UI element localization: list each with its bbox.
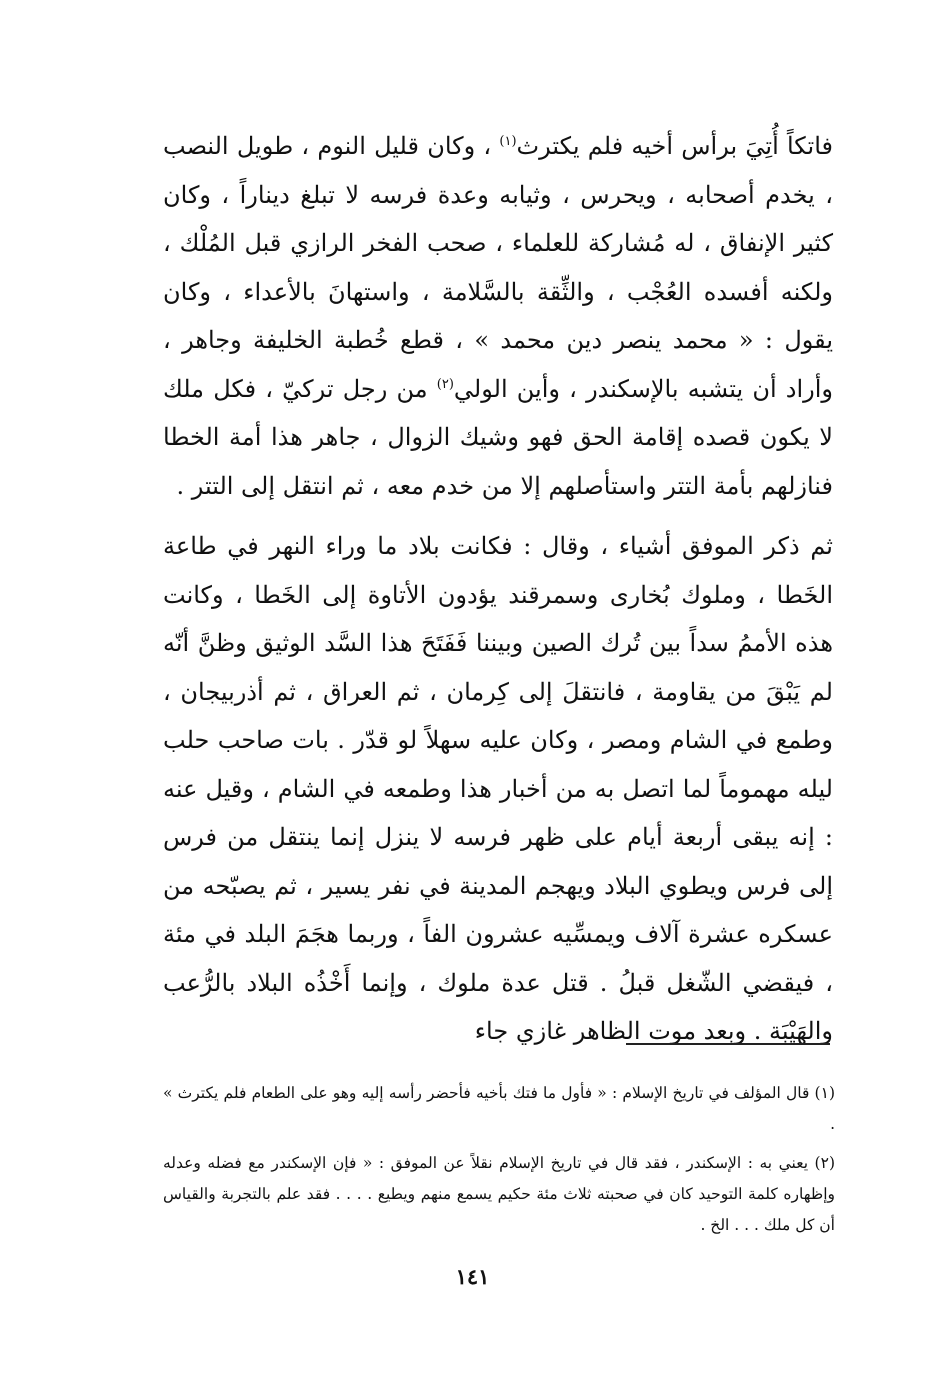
footnote-divider — [626, 1043, 830, 1045]
footnote-1: (١) قال المؤلف في تاريخ الإسلام : « فأول ما فتك بأخيه فأحضر رأسه إليه وهو على الطعام فلم يكترث » . — [163, 1084, 835, 1133]
paragraph-2: ثم ذكر الموفق أشياء ، وقال : فكانت بلاد ما وراء النهر في طاعة الخَطا ، وملوك بُخارى وسمرقند يؤدون الأتاوة إلى الخَطا ، وكانت هذه الأممُ سداً بين تُرك الصين وبيننا فَفَتَحَ هذا السَّد الوثيق وظنَّ أنّه لم يَبْقَ من يقاومة ، فانتقلَ إلى كِرمان ، ثم العراق ، ثم أذربيجان ، وطمع في الشام ومصر ، وكان عليه سهلاً لو قدّر . بات صاحب حلب ليله مهموماً لما اتصل به من أخبار هذا وطمعه في الشام ، وقيل عنه : إنه يبقى أربعة أيام على ظهر فرسه لا ينزل إنما ينتقل من فرس إلى فرس ويطوي البلاد ويهجم المدينة في نفر يسير ، ثم يصبّحه من عسكره عشرة آلاف ويمسِّيه عشرون الفاً ، وربما هجَمَ البلد في مئة ، فيقضي الشّغل قبلُ . قتل عدة ملوك ، وإنما أَخْذُه البلاد بالرُّعب والهَيْبَة . وبعد موت الظاهر غازي جاء — [163, 532, 833, 1045]
footnote-ref-2: (٢) — [436, 376, 454, 392]
paragraph-1-part-a: فاتكاً أُتِيَ برأس أخيه فلم يكترث — [516, 132, 834, 160]
footnotes — [163, 1078, 835, 1241]
page-number: ١٤١ — [455, 1264, 490, 1289]
footnote-ref-1: (١) — [499, 134, 517, 149]
main-text — [163, 122, 833, 1056]
paragraph-1-part-c: من رجل تركيّ ، فكل ملك لا يكون قصده إقامة الحق فهو وشيك الزوال ، جاهر هذا أمة الخطا فنازلهم بأمة التتر واستأصلهم إلا من خدم معه ، ثم انتقل إلى التتر . — [163, 374, 833, 500]
footnote-2: (٢) يعني به : الإسكندر ، فقد قال في تاريخ الإسلام نقلاً عن الموفق : « فإن الإسكندر مع فضله وعدله وإظهاره كلمة التوحيد كان في صحبته ثلاث مئة حكيم يسمع منهم ويطيع . . . . فقد علم بالتجربة والقياس أن كل ملك . . . الخ . — [163, 1154, 835, 1234]
paragraph-1 — [163, 122, 833, 510]
paragraph-1-part-b: ، وكان قليل النوم ، طويل النصب ، يخدم أصحابه ، ويحرس ، وثيابه وعدة فرسه لا تبلغ ديناراً ، وكان كثير الإنفاق ، له مُشاركة للعلماء ، صحب الفخر الرازي قبل المُلْك ، ولكنه أفسده العُجْب ، والثِّقة بالسَّلامة ، واستهانَ بالأعداء ، وكان يقول : « محمد ينصر دين محمد » ، قطع خُطبة الخليفة وجاهر ، وأراد أن يتشبه بالإسكندر ، وأين الولي — [163, 132, 833, 403]
